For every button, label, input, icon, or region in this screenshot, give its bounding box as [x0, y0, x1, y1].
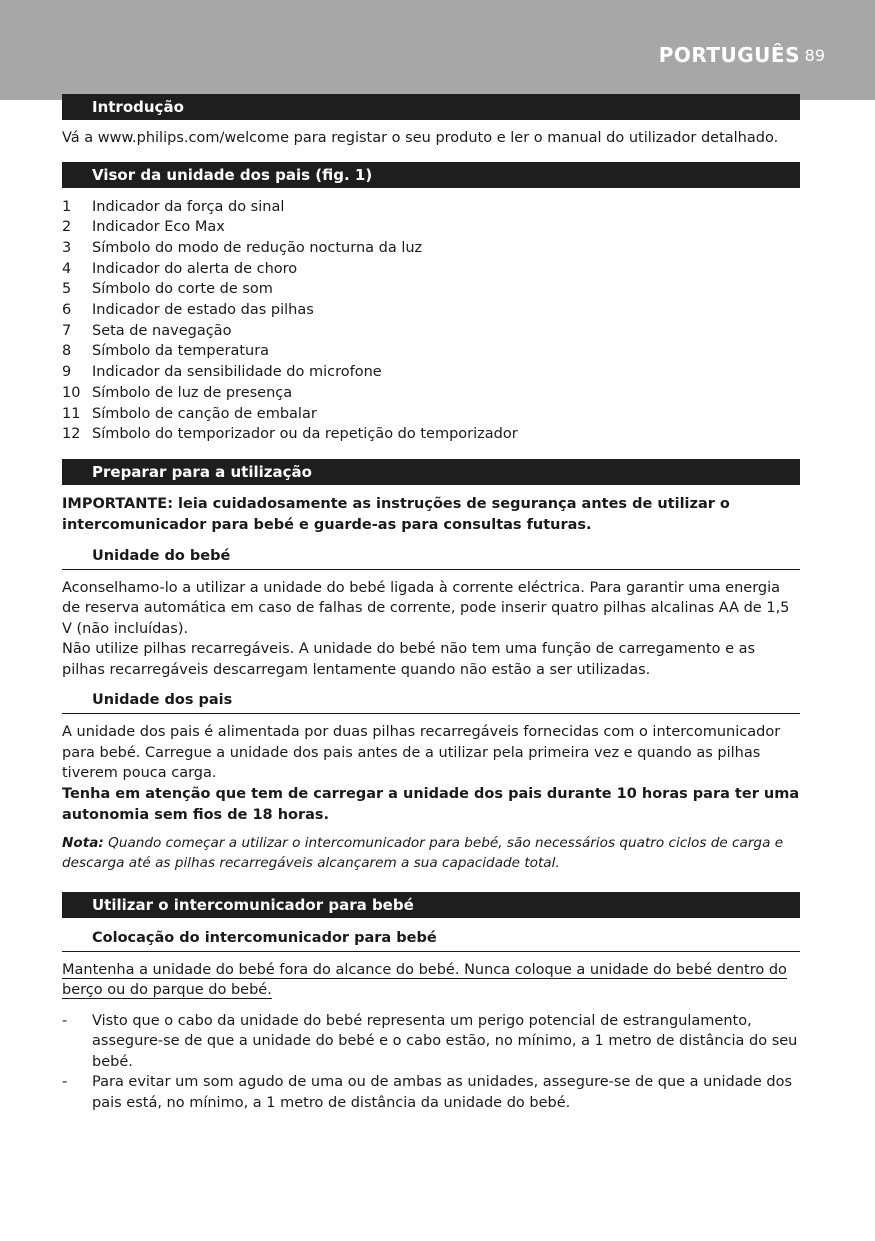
section-heading-prepare: Preparar para a utilização: [62, 459, 800, 485]
item-number: 3: [62, 239, 72, 256]
placement-bullets: [62, 1011, 800, 1114]
list-item: [62, 321, 800, 342]
item-label: Indicador do alerta de choro: [92, 260, 298, 277]
item-number: 5: [62, 281, 72, 298]
bullet-dash: -: [62, 1012, 68, 1029]
list-item: [62, 300, 800, 321]
language-label: PORTUGUÊS: [658, 43, 800, 67]
item-number: 9: [62, 364, 72, 381]
list-item: [62, 217, 800, 238]
baby-unit-paragraph-2: Não utilize pilhas recarregáveis. A unidade do bebé não tem uma função de carregamento e as pilhas recarregáveis descarregam lentamente quando não estão a ser utilizadas.: [62, 641, 756, 678]
item-label: Seta de navegação: [92, 322, 232, 339]
item-number: 10: [62, 384, 81, 401]
item-label: Símbolo de luz de presença: [92, 384, 293, 401]
bullet-dash: -: [62, 1074, 68, 1091]
list-item: [62, 341, 800, 362]
note-paragraph: [62, 833, 800, 874]
item-label: Símbolo do modo de redução nocturna da luz: [92, 239, 423, 256]
bullet-text: Visto que o cabo da unidade do bebé representa um perigo potencial de estrangulamento, assegure-se de que a unidade do bebé e o cabo estão, no mínimo, a 1 metro de distância do seu bebé.: [92, 1012, 798, 1070]
list-item: [62, 383, 800, 404]
note-text: Quando começar a utilizar o intercomunicador para bebé, são necessários quatro ciclos de carga e descarga até as pilhas recarregáveis alcançarem a sua capacidade total.: [62, 834, 784, 872]
parent-unit-charge-notice: Tenha em atenção que tem de carregar a unidade dos pais durante 10 horas para ter uma autonomia sem fios de 18 horas.: [62, 785, 800, 823]
item-number: 11: [62, 405, 81, 422]
item-label: Símbolo da temperatura: [92, 343, 270, 360]
list-item: [62, 404, 800, 425]
item-number: 7: [62, 322, 72, 339]
placement-warning: [62, 960, 800, 1001]
page-content: [62, 94, 800, 1113]
item-label: Indicador Eco Max: [92, 219, 225, 236]
item-label: Indicador da força do sinal: [92, 198, 285, 215]
important-notice: IMPORTANTE: leia cuidadosamente as instruções de segurança antes de utilizar o intercomunicador para bebé e guarde-as para consultas futuras.: [62, 495, 730, 533]
item-number: 12: [62, 426, 81, 443]
item-label: Símbolo de canção de embalar: [92, 405, 317, 422]
list-item: [62, 197, 800, 218]
subheading-baby-unit: Unidade do bebé: [62, 546, 800, 570]
item-label: Símbolo do corte de som: [92, 281, 273, 298]
subheading-placement: Colocação do intercomunicador para bebé: [62, 928, 800, 952]
bullet-item: [62, 1011, 800, 1073]
note-lead: Nota:: [62, 834, 104, 851]
page-number: 89: [804, 46, 825, 65]
placement-warning-text: Mantenha a unidade do bebé fora do alcance do bebé. Nunca coloque a unidade do bebé dentro do berço ou do parque do bebé.: [62, 961, 787, 999]
item-number: 2: [62, 219, 72, 236]
subheading-parent-unit: Unidade dos pais: [62, 690, 800, 714]
item-number: 1: [62, 198, 72, 215]
display-list: [62, 197, 800, 445]
intro-paragraph: Vá a www.philips.com/welcome para registar o seu produto e ler o manual do utilizador detalhado.: [62, 130, 779, 146]
section-heading-use: Utilizar o intercomunicador para bebé: [62, 892, 800, 918]
list-item: [62, 279, 800, 300]
item-label: Indicador da sensibilidade do microfone: [92, 364, 382, 381]
item-label: Indicador de estado das pilhas: [92, 302, 314, 319]
section-heading-intro: Introdução: [62, 94, 800, 120]
parent-unit-paragraph-1: A unidade dos pais é alimentada por duas pilhas recarregáveis fornecidas com o intercomunicador para bebé. Carregue a unidade dos pais antes de a utilizar pela primeira vez e quando as pilhas tiverem pouca carga.: [62, 724, 781, 782]
item-number: 6: [62, 302, 72, 319]
section-heading-display: Visor da unidade dos pais (fig. 1): [62, 162, 800, 188]
item-number: 8: [62, 343, 72, 360]
list-item: [62, 424, 800, 445]
list-item: [62, 259, 800, 280]
list-item: [62, 238, 800, 259]
item-label: Símbolo do temporizador ou da repetição do temporizador: [92, 426, 518, 443]
baby-unit-paragraph-1: Aconselhamo-lo a utilizar a unidade do bebé ligada à corrente eléctrica. Para garantir uma energia de reserva automática em caso de falhas de corrente, pode inserir quatro pilhas alcalinas AA de 1,5 V (não incluídas).: [62, 579, 790, 637]
list-item: [62, 362, 800, 383]
bullet-text: Para evitar um som agudo de uma ou de ambas as unidades, assegure-se de que a unidade dos pais está, no mínimo, a 1 metro de distância da unidade do bebé.: [92, 1074, 793, 1111]
item-number: 4: [62, 260, 72, 277]
bullet-item: [62, 1072, 800, 1113]
